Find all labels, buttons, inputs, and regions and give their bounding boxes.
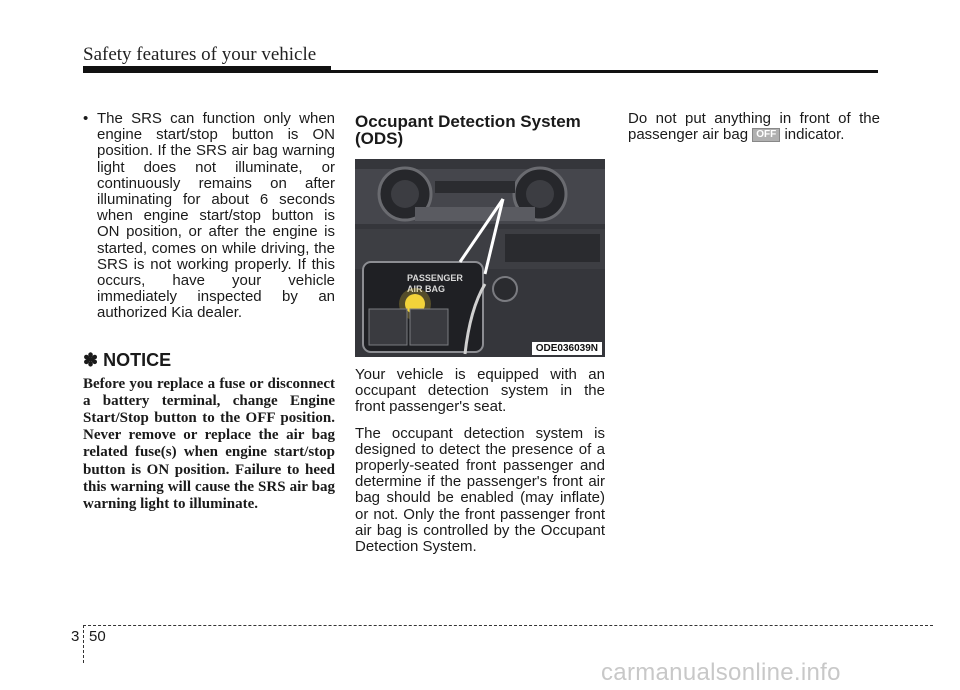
bullet-dot: • (83, 110, 89, 127)
bullet-text: The SRS can function only when engine start/stop button is ON position. If the SRS air bag warning light does not illuminate, or continuously remains on after illuminating for about 6 seconds when engine start/stop button is ON position, or after the engine is started, comes on while driving, the SRS is not working properly. If this occurs, have your vehicle immediately inspected by an authorized Kia dealer. (97, 110, 335, 322)
paragraph: The occupant detection system is designed to detect the presence of a properly-seated front passenger and determine if the passenger's front air bag should be enabled (may inflate) or not. Only the front passenger front air bag is controlled by the Occupant Detection System. (355, 424, 605, 556)
svg-text:PASSENGER: PASSENGER (407, 273, 463, 283)
dashboard-illustration (355, 159, 605, 357)
paragraph: Your vehicle is equipped with an occupant detection system in the front passenger's seat. (355, 366, 605, 416)
footer-divider (83, 625, 84, 663)
notice-heading (83, 350, 335, 370)
watermark: carmanualsonline.info (601, 659, 841, 686)
column-right (628, 111, 880, 143)
notice-star-icon: ✽ (83, 349, 99, 370)
paragraph-text: Do not put anything in front of the passenger air bag (628, 110, 880, 144)
figure-caption: ODE036039N (532, 342, 602, 355)
chapter-number: 3 (71, 628, 80, 645)
page-number: 50 (89, 628, 106, 645)
paragraph-text-end: indicator. (784, 126, 845, 144)
bullet-item (83, 111, 335, 322)
section-title: Occupant Detection System (ODS) (355, 112, 581, 148)
column-middle (355, 111, 605, 555)
page-header-title: Safety features of your vehicle (83, 44, 317, 65)
off-indicator-icon: OFF (752, 128, 780, 142)
column-left (83, 111, 335, 513)
header-rule-accent (83, 66, 331, 73)
svg-text:AIR BAG: AIR BAG (407, 284, 445, 294)
notice-body: Before you replace a fuse or disconnect a battery terminal, change Engine Start/Stop button to the OFF position. Never remove or replace the air bag related fuse(s) when engine start/stop button is ON position. Failure to heed this warning will cause the SRS air bag warning light to illuminate. (83, 375, 335, 513)
notice-title: NOTICE (103, 349, 172, 370)
footer-rule (83, 625, 933, 626)
paragraph (628, 111, 880, 143)
dashboard-figure (355, 159, 605, 357)
